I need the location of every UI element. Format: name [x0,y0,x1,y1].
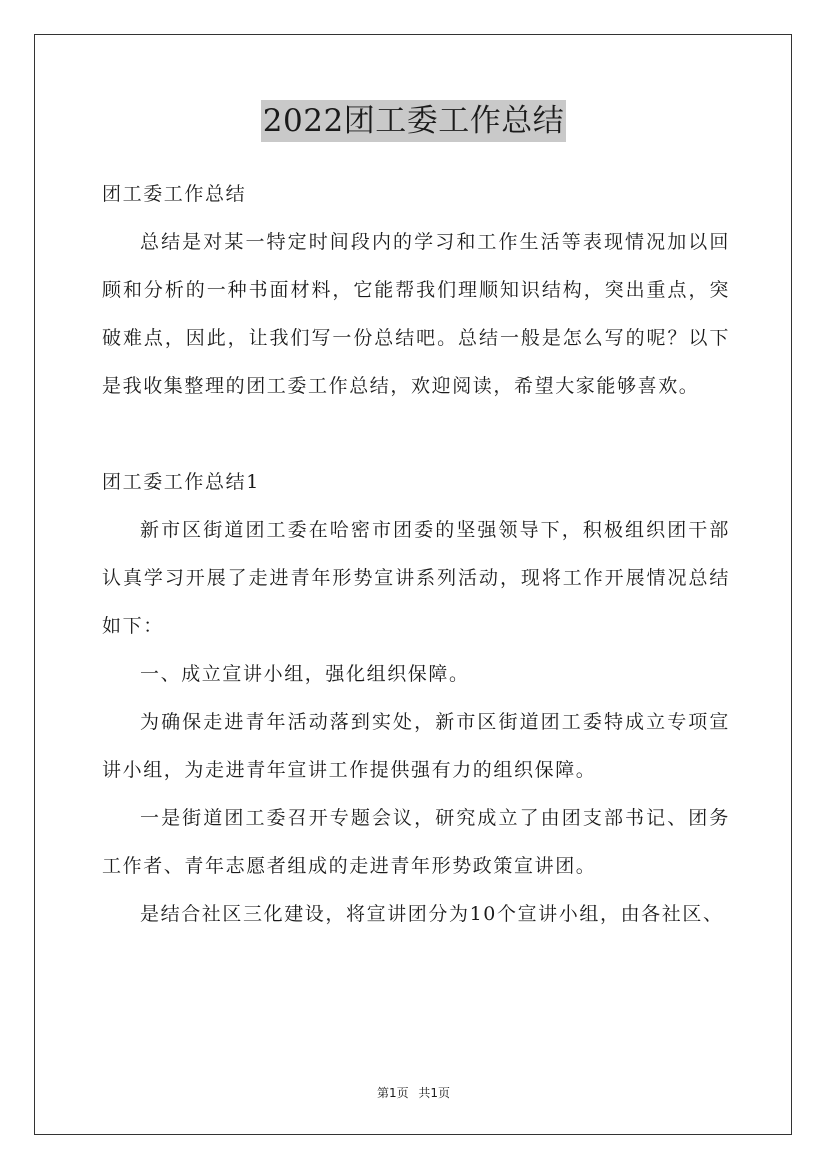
section-heading-intro: 团工委工作总结 [102,183,247,205]
document-title: 2022团工委工作总结 [261,100,566,142]
document-body [102,170,730,938]
page-footer [0,1084,827,1101]
page-total: 共1页 [418,1086,451,1100]
page-number: 第1页 [376,1086,409,1100]
paragraph-overview: 新市区街道团工委在哈密市团委的坚强领导下，积极组织团干部认真学习开展了走进青年形势宣讲系列活动，现将工作开展情况总结如下： [102,519,730,637]
paragraph-1: 为确保走进青年活动落到实处，新市区街道团工委特成立专项宣讲小组，为走进青年宣讲工作提供强有力的组织保障。 [102,711,730,781]
paragraph-2: 一是街道团工委召开专题会议，研究成立了由团支部书记、团务工作者、青年志愿者组成的走进青年形势政策宣讲团。 [102,807,730,877]
section-heading-1: 团工委工作总结1 [102,471,260,493]
spacer [102,410,730,458]
subheading-1: 一、成立宣讲小组，强化组织保障。 [140,663,470,685]
paragraph-intro: 总结是对某一特定时间段内的学习和工作生活等表现情况加以回顾和分析的一种书面材料，它能帮我们理顺知识结构，突出重点，突破难点，因此，让我们写一份总结吧。总结一般是怎么写的呢？以下是我收集整理的团工委工作总结，欢迎阅读，希望大家能够喜欢。 [102,231,730,397]
paragraph-3: 是结合社区三化建设，将宣讲团分为10个宣讲小组，由各社区、 [140,903,724,925]
title-container [0,100,827,142]
